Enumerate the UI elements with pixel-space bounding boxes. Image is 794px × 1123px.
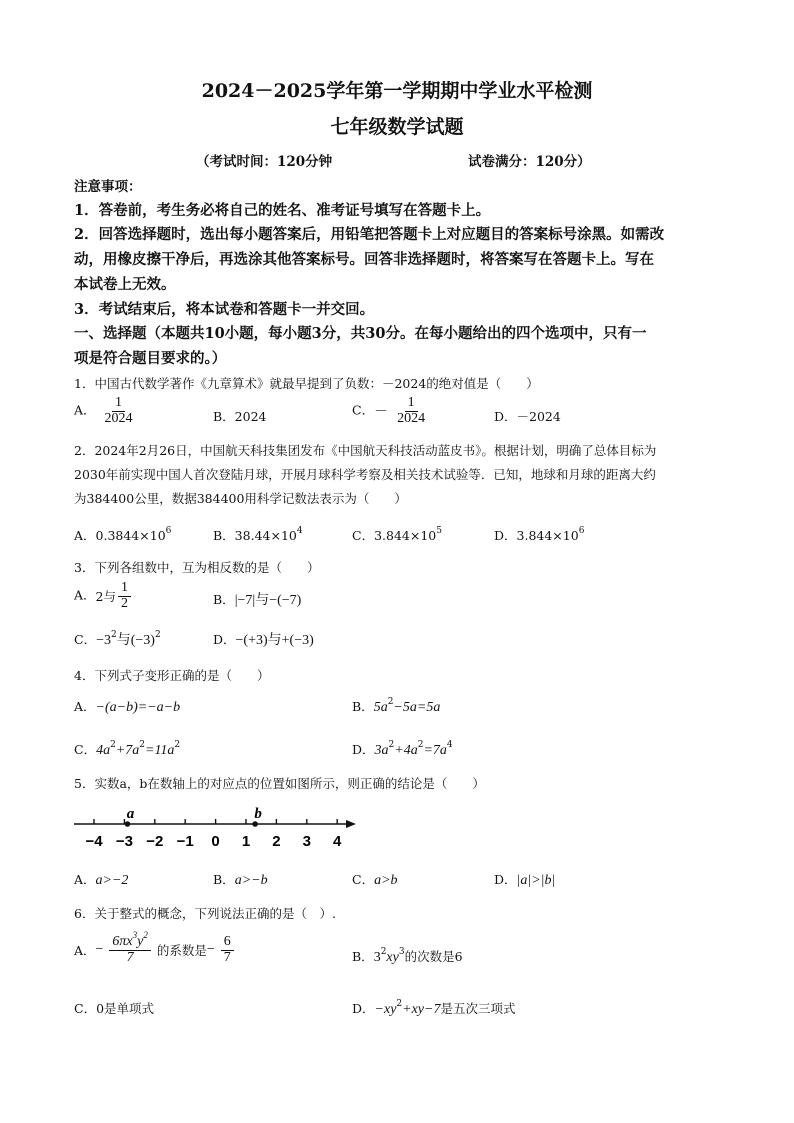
- number-line-tick-label: −4: [85, 833, 103, 850]
- q3-b-label: B．: [213, 592, 235, 607]
- q1-option-a: [74, 396, 138, 426]
- number-line-tick-label: 3: [302, 833, 311, 850]
- q5-a-label: A．: [74, 872, 96, 887]
- q6-a-sign: −: [95, 942, 104, 958]
- q2-option-c: [352, 526, 442, 544]
- number-line-tick-label: −3: [115, 833, 133, 850]
- q3-a-num: 1: [118, 581, 131, 597]
- full-score: 试卷满分：120分）: [468, 154, 591, 170]
- q2-stem-line3: 为384400公里，数据384400用科学记数法表示为（ ）: [74, 491, 407, 506]
- q3-stem: 3．下列各组数中，互为相反数的是（ ）: [74, 560, 320, 575]
- section1-heading-line2: 项是符合题目要求的。）: [74, 350, 227, 367]
- q5-option-a: [74, 870, 128, 889]
- section1-heading-line1: 一、选择题（本题共10小题，每小题3分，共30分。在每小题给出的四个选项中，只有一: [74, 325, 647, 342]
- q1-option-c: [352, 396, 430, 426]
- q6-a-num2: 6: [221, 935, 234, 951]
- q6-a-den2: 7: [223, 949, 231, 965]
- note-2-line2: 动，用橡皮擦干净后，再选涂其他答案标号。回答非选择题时，将答案写在答题卡上。写在: [74, 251, 654, 268]
- q3-c-exp1: 2: [110, 630, 117, 640]
- q4-b-exp1: 2: [387, 697, 394, 707]
- q3-a-label: A．: [74, 587, 96, 603]
- q6-d-expr2: +xy−7: [402, 1002, 441, 1017]
- q4-d-exp1: 2: [388, 740, 395, 750]
- q2-stem-line2: 2030年前实现中国人首次登陆月球，开展月球科学考察及相关技术试验等．已知，地球和月球的距离大约: [74, 467, 656, 482]
- q6-b-exp2: 3: [398, 947, 405, 957]
- q1-option-b: B．2024: [213, 409, 267, 424]
- q6-option-c: C．0是单项式: [74, 1001, 155, 1016]
- q5-a-expr: a>−2: [95, 873, 129, 888]
- number-line-tick-label: 4: [333, 833, 342, 850]
- q4-stem: 4．下列式子变形正确的是（ ）: [74, 668, 270, 683]
- q1-c-den: 2024: [397, 410, 426, 426]
- q3-d-expr: −(+3)与+(−3): [235, 633, 314, 648]
- q6-b-expr2: xy: [386, 950, 399, 965]
- q1-c-sign: －: [374, 405, 389, 421]
- q6-b-exp1: 2: [380, 947, 387, 957]
- q3-c-label: C．: [74, 632, 97, 647]
- q1-c-label: C．: [352, 402, 375, 418]
- exam-subtitle: 七年级数学试题: [330, 116, 464, 138]
- q3-option-d: [213, 629, 314, 649]
- q4-option-b: [352, 697, 440, 716]
- q3-d-label: D．: [213, 632, 236, 647]
- q1-a-num: 1: [112, 396, 125, 412]
- q6-b-tail: 的次数是6: [404, 949, 463, 964]
- q6-d-exp1: 2: [396, 999, 403, 1009]
- q6-a-mid: 的系数是: [156, 943, 207, 959]
- q2-option-b: [213, 526, 303, 544]
- q3-a-fraction: [118, 581, 131, 611]
- q5-b-label: B．: [213, 872, 235, 887]
- q6-b-expr1: 3: [373, 950, 381, 965]
- notes-title: 注意事项：: [74, 179, 142, 195]
- q2-d-exp: 6: [578, 526, 585, 536]
- number-line-arrow: [346, 820, 356, 828]
- q4-option-d: [352, 740, 453, 759]
- q4-d-expr2: +4a: [394, 743, 418, 758]
- q5-c-label: C．: [352, 872, 375, 887]
- number-line-figure: [72, 800, 362, 856]
- q1-option-d: D．－2024: [494, 409, 561, 424]
- note-1: 1．答卷前，考生务必将自己的姓名、准考证号填写在答题卡上。: [74, 202, 491, 219]
- exam-time: （考试时间：120分钟: [196, 154, 333, 170]
- q4-option-c: [74, 740, 180, 759]
- q6-option-b: [352, 947, 463, 966]
- q6-a-sign2: −: [206, 942, 215, 958]
- q6-a-fraction: [109, 930, 150, 965]
- note-2-line1: 2．回答选择题时，选出每小题答案后，用铅笔把答题卡上对应题目的答案标号涂黑。如需改: [74, 226, 665, 243]
- q4-c-expr2: +7a: [115, 743, 140, 758]
- q6-stem: 6．关于整式的概念，下列说法正确的是（ ）.: [74, 906, 336, 921]
- number-line-point-b: [252, 821, 258, 827]
- q2-stem-line1: 2．2024年2月26日，中国航天科技集团发布《中国航天科技活动蓝皮书》。根据计划，明确了总体目标为: [74, 443, 657, 458]
- q2-option-a: [74, 526, 171, 544]
- q6-option-d: [352, 999, 515, 1018]
- q2-b-text: B．38.44×10: [213, 528, 297, 543]
- q6-a-num-y: y: [137, 934, 144, 949]
- q4-d-exp2: 2: [417, 740, 424, 750]
- q3-c-exp2: 2: [154, 630, 161, 640]
- q1-a-label: A．: [74, 402, 96, 418]
- note-3: 3．考试结束后，将本试卷和答题卡一并交回。: [74, 301, 375, 318]
- q2-a-exp: 6: [165, 526, 172, 536]
- q5-stem: 5．实数a，b在数轴上的对应点的位置如图所示，则正确的结论是（ ）: [74, 776, 485, 791]
- q1-a-den: 2024: [104, 410, 133, 426]
- q4-c-exp3: 2: [174, 740, 181, 750]
- q5-c-expr: a>b: [374, 873, 398, 888]
- q1-stem: 1．中国古代数学著作《九章算术》就最早提到了负数：－2024的绝对值是（ ）: [74, 376, 539, 391]
- q2-option-d: [494, 526, 584, 544]
- q3-a-den: 2: [120, 595, 128, 611]
- q3-option-c: [74, 629, 161, 649]
- q4-d-expr1: 3a: [374, 743, 389, 758]
- q5-b-expr: a>−b: [234, 873, 268, 888]
- q4-d-label: D．: [352, 742, 375, 757]
- q6-d-tail: 是五次三项式: [440, 1001, 516, 1016]
- q6-a-num: 6πx: [112, 934, 133, 949]
- q2-b-exp: 4: [296, 526, 303, 536]
- q5-d-expr: |a|>|b|: [516, 873, 556, 888]
- note-2-line3: 本试卷上无效。: [74, 276, 176, 293]
- q4-c-expr1: 4a: [96, 743, 111, 758]
- q3-c-expr1: −3: [96, 633, 111, 648]
- q4-c-label: C．: [74, 742, 97, 757]
- q2-d-text: D．3.844×10: [494, 528, 579, 543]
- q3-c-mid: 与(−3): [116, 633, 155, 648]
- q4-b-label: B．: [352, 699, 374, 714]
- q2-a-text: A．0.3844×10: [74, 528, 166, 543]
- number-line-point-label: a: [126, 806, 135, 822]
- q5-option-b: [213, 870, 268, 889]
- q6-d-expr1: −xy: [374, 1002, 397, 1017]
- q5-option-d: [494, 870, 555, 889]
- q4-c-exp1: 2: [110, 740, 116, 750]
- q3-a-pre: 2与: [95, 589, 116, 605]
- q6-a-num-exp1: 3: [132, 930, 138, 940]
- q4-c-exp2: 2: [139, 740, 145, 750]
- q6-a-fraction2: [221, 935, 234, 965]
- number-line-tick-label: −2: [146, 833, 164, 850]
- q1-c-num: 1: [405, 396, 418, 412]
- number-line-point-a: [125, 821, 131, 827]
- q5-option-c: [352, 870, 398, 889]
- q1-c-fraction: [394, 396, 428, 426]
- q5-d-label: D．: [494, 872, 517, 887]
- q4-a-label: A．: [74, 699, 96, 714]
- q4-a-expr: −(a−b)=−a−b: [95, 700, 181, 715]
- q6-a-num-exp2: 2: [143, 930, 148, 940]
- q4-d-expr3: =7a: [423, 743, 447, 758]
- q6-a-label: A．: [74, 943, 96, 959]
- q2-c-exp: 5: [436, 526, 442, 536]
- q4-c-expr3: =11a: [145, 743, 175, 758]
- q3-option-a: [74, 581, 133, 611]
- number-line-tick-label: 1: [241, 833, 251, 850]
- q4-d-exp3: 4: [446, 740, 453, 750]
- q6-option-a: [74, 930, 236, 965]
- q4-b-expr1: 5a: [373, 700, 388, 715]
- exam-title: 2024－2025学年第一学期期中学业水平检测: [201, 80, 593, 102]
- number-line-point-label: b: [254, 806, 262, 822]
- number-line-tick-label: −1: [176, 833, 194, 850]
- q6-d-label: D．: [352, 1001, 375, 1016]
- q1-a-fraction: [102, 396, 136, 426]
- q2-c-text: C．3.844×10: [352, 528, 437, 543]
- q6-a-den: 7: [126, 949, 134, 965]
- q3-option-b: [213, 589, 301, 609]
- q6-b-label: B．: [352, 949, 374, 964]
- q4-option-a: [74, 697, 180, 716]
- number-line-tick-label: 2: [272, 833, 281, 850]
- number-line-tick-label: 0: [211, 833, 220, 850]
- q4-b-expr2: −5a=5a: [393, 700, 441, 715]
- q3-b-expr: |−7|与−(−7): [234, 593, 302, 608]
